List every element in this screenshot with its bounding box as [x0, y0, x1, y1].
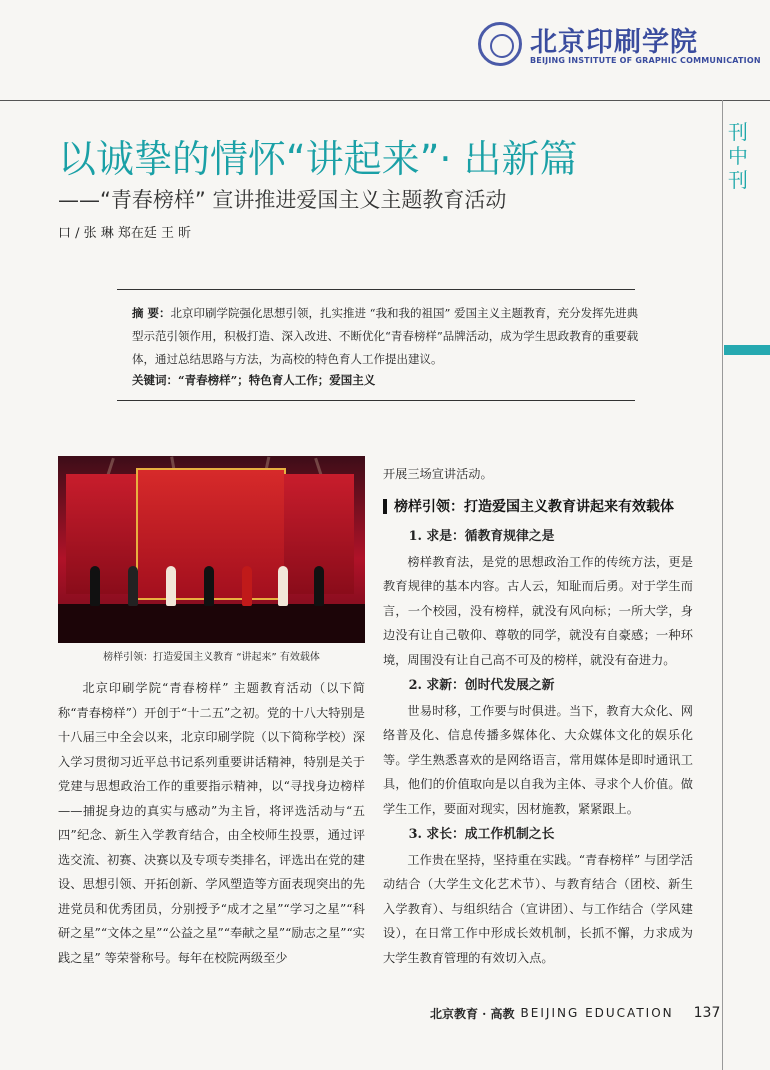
abstract-top-rule [117, 289, 635, 290]
article-byline: 口 / 张 琳 郑在廷 王 昕 [58, 226, 192, 241]
article-subtitle: ——“青春榜样” 宣讲推进爱国主义主题教育活动 [58, 188, 507, 212]
abstract-label: 摘 要： [132, 306, 171, 320]
speaker-figure [90, 566, 100, 606]
body-paragraph: 工作贵在坚持，坚持重在实践。“青春榜样” 与团学活动结合（大学生文化艺术节）、与教育结合（团校、新生入学教育）、与组织结合（宣讲团）、与工作结合（学风建设），在日常工作中形成长效机制，长抓不懈，力求成为大学生教育管理的有效切入点。 [383, 852, 693, 965]
body-paragraph: 开展三场宣讲活动。 [383, 467, 493, 481]
section-marker-icon [383, 499, 387, 514]
header-divider [0, 100, 770, 101]
subheading-2: 2. 求新：创时代发展之新 [408, 678, 555, 693]
abstract-bottom-rule [117, 400, 635, 401]
speaker-figure [278, 566, 288, 606]
stage-floor [58, 604, 365, 643]
footer-brand: 北京教育 · 高教 [430, 1006, 515, 1021]
body-paragraph: 世易时移，工作要与时俱进。当下，教育大众化、网络普及化、信息传播多媒体化、大众媒体文化的娱乐化等。学生熟悉喜欢的是网络语言，常用媒体是即时通讯工具，他们的价值取向是以自我为主体、寻求个人价值。做学生工作，要面对现实，因材施教，紧紧跟上。 [383, 703, 693, 816]
body-paragraph: 榜样教育法，是党的思想政治工作的传统方法，更是教育规律的基本内容。古人云，知耻而后勇。对于学生而言，一个校园，没有榜样，就没有风向标；一所大学，身边没有让自己敬仰、尊敬的同学，就没有自豪感；一种环境，周围没有让自己高不可及的榜样，就没有奋进力。 [383, 554, 693, 667]
stage-photo [58, 456, 365, 643]
body-paragraph: 北京印刷学院“青春榜样” 主题教育活动（以下简称“青春榜样”）开创于“十二五”之初。党的十八大特别是十八届三中全会以来，北京印刷学院（以下简称学校）深入学习贯彻习近平总书记系列重要讲话精神，特别是关于党建与思想政治工作的重要指示精神，以“寻找身边榜样——捕捉身边的真实与感动”为主旨，将评选活动与“五四”纪念、新生入学教育结合，由全校师生投票，通过评选交流、初赛、决赛以及专项专类排名，评选出在党的建设、思想引领、开拓创新、学风塑造等方面表现突出的先进党员和优秀团员，分别授予“成才之星”“学习之星”“科研之星”“文体之星”“公益之星”“奉献之星”“励志之星”“实践之星” 等荣誉称号。每年在校院两级至少 [58, 681, 365, 965]
left-column [58, 676, 365, 970]
right-column [383, 462, 693, 970]
speaker-figure [128, 566, 138, 606]
speaker-figure [204, 566, 214, 606]
photo-caption: 榜样引领：打造爱国主义教育 “讲起来” 有效载体 [103, 652, 320, 663]
abstract [132, 302, 640, 371]
section-heading-text: 榜样引领：打造爱国主义教育讲起来有效载体 [394, 498, 674, 515]
keywords-text: “青春榜样”；特色育人工作；爱国主义 [178, 373, 376, 387]
subheading-1: 1. 求是：循教育规律之是 [408, 529, 555, 544]
university-seal-icon [478, 22, 522, 66]
side-divider [722, 100, 723, 1070]
keywords-label: 关键词： [132, 373, 178, 387]
section-heading [383, 495, 693, 520]
logo-chinese-name: 北京印刷学院 [530, 27, 698, 58]
keywords [132, 372, 375, 388]
page-number: 137 [693, 1005, 721, 1021]
speaker-figure [242, 566, 252, 606]
side-section-label: 刊中刊 [728, 120, 748, 192]
side-accent-bar [724, 345, 770, 355]
stage-screen-left [66, 474, 136, 594]
speaker-figure [314, 566, 324, 606]
page-footer [430, 1003, 720, 1023]
subheading-3: 3. 求长：成工作机制之长 [408, 827, 555, 842]
article-title: 以诚挚的情怀“讲起来”· 出新篇 [58, 137, 578, 181]
university-logo [478, 20, 761, 72]
abstract-text: 北京印刷学院强化思想引领，扎实推进 “我和我的祖国” 爱国主义主题教育，充分发挥先进典型示范引领作用，积极打造、深入改进、不断优化“青春榜样”品牌活动，成为学生思政教育的重要载体，通过总结思路与方法，为高校的特色育人工作提出建议。 [132, 306, 639, 366]
logo-english-name: BEIJING INSTITUTE OF GRAPHIC COMMUNICATION [530, 56, 761, 65]
footer-brand-english: BEIJING EDUCATION [520, 1006, 674, 1020]
speaker-figure [166, 566, 176, 606]
